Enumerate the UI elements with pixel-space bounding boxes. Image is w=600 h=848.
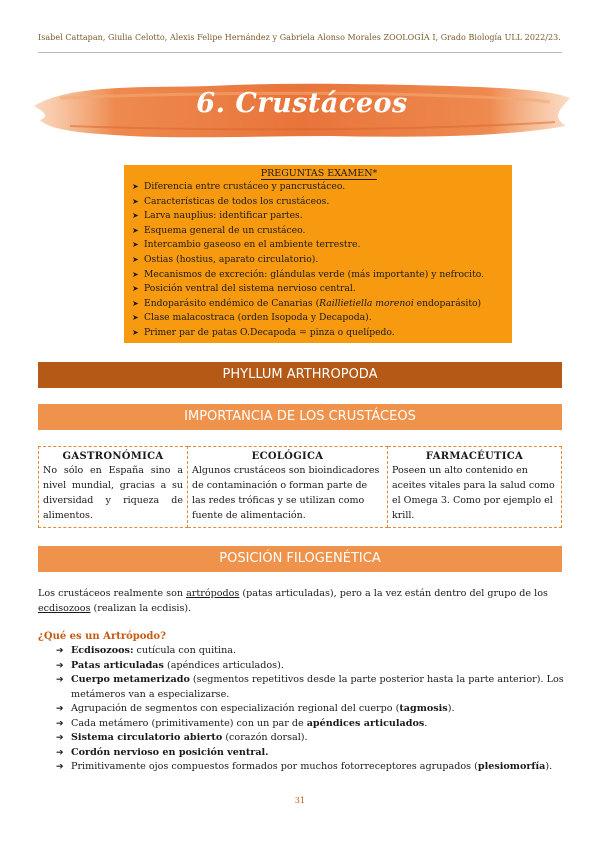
exam-item: ➤ Clase malacostraca (orden Isopoda y Decapoda).: [132, 311, 506, 326]
arrow-icon: ➔: [56, 733, 64, 743]
arrow-icon: ➤: [132, 196, 139, 206]
arrow-icon: ➤: [132, 211, 139, 221]
exam-title: PREGUNTAS EXAMEN*: [260, 168, 378, 179]
arrow-icon: ➤: [132, 182, 139, 191]
list-item: ➔ Sistema circulatorio abierto (corazón dorsal).: [56, 731, 566, 746]
arrow-icon: ➤: [132, 254, 139, 264]
list-item: ➔ Primitivamente ojos compuestos formados por muchos fotorreceptores agrupados (plesiomorfía).: [56, 760, 566, 775]
page-number: 31: [294, 796, 306, 805]
list-item: ➔ Agrupación de segmentos con especialización regional del cuerpo (tagmosis).: [56, 702, 566, 717]
exam-questions-box: [124, 165, 512, 343]
col-title: ECOLÓGICA: [251, 451, 324, 462]
col-body: Algunos crustáceos son bioindicadores de contaminación o forman parte de las redes tróficas y se utilizan como fuente de alimentación.: [192, 465, 380, 521]
importance-farmaceutica: [388, 446, 562, 528]
arrow-icon: ➤: [132, 327, 139, 337]
arrow-icon: ➤: [132, 298, 139, 308]
arrow-icon: ➔: [56, 660, 64, 671]
col-body: No sólo en España sino a nivel mundial, gracias a su diversidad y riqueza de alimentos.: [43, 465, 183, 521]
arrow-icon: ➔: [56, 704, 64, 714]
arrow-icon: ➤: [132, 313, 139, 323]
page-title: 6. Crustáceos: [196, 88, 408, 119]
species-name: Raillietiella morenoi: [319, 297, 414, 309]
exam-item: ➤ Características de todos los crustáceos.: [132, 195, 506, 210]
phylo-paragraph: Los crustáceos realmente son artrópodos (patas articuladas), pero a la vez están dentro del grupo de los ecdisozoos (realizan la ecdisis).: [38, 588, 548, 614]
list-item: ➔ Cuerpo metamerizado (segmentos repetitivos desde la parte posterior hasta la parte anterior). Los metámeros van a especializarse.: [56, 674, 564, 700]
list-item: ➔ Cada metámero (primitivamente) con un par de apéndices articulados.: [56, 717, 566, 732]
importance-gastronomica: [38, 446, 188, 528]
list-item: ➔ Patas articuladas (apéndices articulados).: [56, 659, 566, 674]
arrow-icon: ➔: [56, 718, 64, 729]
exam-item: ➤ Primer par de patas O.Decapoda = pinza o quelípedo.: [132, 326, 506, 341]
col-title: FARMACÉUTICA: [425, 451, 524, 462]
col-body: Poseen un alto contenido en aceites vitales para la salud como el Omega 3. Como por ejemplo el krill.: [392, 465, 555, 521]
term-artropodos: artrópodos: [186, 588, 240, 599]
col-title: GASTRONÓMICA: [62, 451, 164, 462]
exam-item: ➤ Ostias (hostius, aparato circulatorio).: [132, 253, 506, 268]
arrow-icon: ➤: [132, 225, 139, 235]
importance-ecologica: [188, 446, 388, 528]
exam-item: ➤ Posición ventral del sistema nervioso central.: [132, 282, 506, 297]
list-item: ➔ Ecdisozoos: cutícula con quitina.: [56, 644, 566, 659]
exam-item: ➤ Endoparásito endémico de Canarias (Raillietiella morenoi endoparásito): [132, 297, 506, 312]
arrow-icon: ➔: [56, 646, 64, 656]
exam-item: ➤ Larva nauplius: identificar partes.: [132, 209, 506, 224]
arrow-icon: ➔: [56, 747, 64, 758]
section-band-phyllum: PHYLLUM ARTHROPODA: [38, 362, 562, 388]
list-item: ➔ Cordón nervioso en posición ventral.: [56, 746, 566, 761]
exam-item: ➤ Diferencia entre crustáceo y pancrustáceo.: [132, 180, 506, 195]
page-header: Isabel Cattapan, Giulia Celotto, Alexis Felipe Hernández y Gabriela Alonso Morales ZOOLOGÍA I, Grado Biología ULL 2022/23.: [38, 33, 561, 42]
header-rule: [38, 52, 562, 53]
section-band-posicion: POSICIÓN FILOGENÉTICA: [38, 546, 562, 572]
arrow-icon: ➔: [56, 675, 64, 685]
exam-list: [132, 180, 506, 341]
importance-columns: [38, 446, 562, 528]
question-heading: ¿Qué es un Artrópodo?: [38, 631, 166, 642]
title-banner: [30, 76, 574, 144]
arrow-icon: ➤: [132, 240, 139, 250]
exam-item: ➤ Esquema general de un crustáceo.: [132, 224, 506, 239]
arrow-icon: ➔: [56, 762, 64, 772]
term-ecdisozoos: ecdisozoos: [38, 603, 91, 614]
arrow-icon: ➤: [132, 269, 139, 279]
exam-item: ➤ Mecanismos de excreción: glándulas verde (más importante) y nefrocito.: [132, 268, 506, 283]
section-band-importancia: IMPORTANCIA DE LOS CRUSTÁCEOS: [38, 404, 562, 430]
arrow-icon: ➤: [132, 284, 139, 294]
arthropod-traits-list: [56, 644, 566, 775]
exam-item: ➤ Intercambio gaseoso en el ambiente terrestre.: [132, 238, 506, 253]
